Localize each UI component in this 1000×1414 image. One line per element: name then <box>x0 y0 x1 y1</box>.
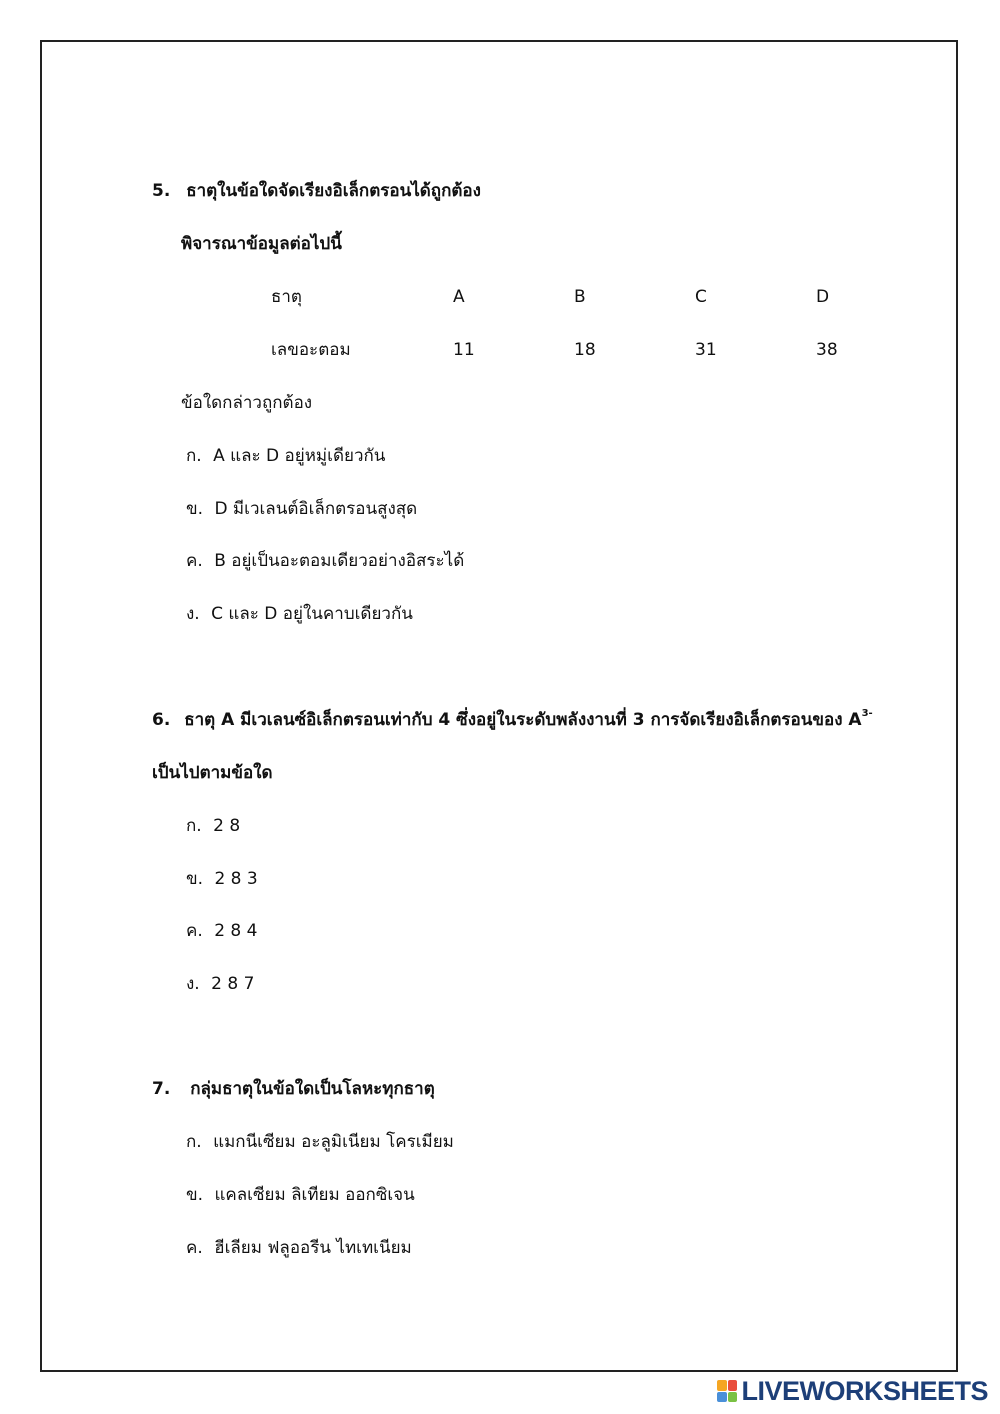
q7-option-2[interactable] <box>186 1184 415 1206</box>
q6-option-4-label: ง. <box>186 974 200 994</box>
q5-option-2[interactable] <box>186 498 417 520</box>
q5-question: ธาตุในข้อใดจัดเรียงอิเล็กตรอนได้ถูกต้อง <box>186 181 481 201</box>
q6-superscript: 3- <box>861 708 873 720</box>
brand-name: LIVEWORKSHEETS <box>741 1375 988 1406</box>
q7-option-2-text: แคลเซียม ลิเทียม ออกซิเจน <box>214 1185 415 1205</box>
q6-option-2[interactable] <box>186 868 258 890</box>
q7-question: กลุ่มธาตุในข้อใดเป็นโลหะทุกธาตุ <box>190 1079 435 1099</box>
q7-option-2-label: ข. <box>186 1185 204 1205</box>
logo-square-2 <box>728 1380 738 1391</box>
page-frame <box>40 40 958 1372</box>
q5-option-4-label: ง. <box>186 604 200 624</box>
q5-table-header-c: C <box>695 287 707 307</box>
q6-option-1-label: ก. <box>186 816 202 836</box>
q6-question-cont: เป็นไปตามข้อใด <box>152 763 273 783</box>
q5-heading <box>152 180 481 202</box>
q7-option-3-text: ฮีเลียม ฟลูออรีน ไทเทเนียม <box>214 1238 412 1258</box>
q5-table-atomic-label: เลขอะตอม <box>271 340 351 360</box>
q5-option-3-text: B อยู่เป็นอะตอมเดียวอย่างอิสระได้ <box>214 551 465 571</box>
q5-table-header-b: B <box>574 287 586 307</box>
q6-option-3-label: ค. <box>186 921 203 941</box>
q5-table-header-a: A <box>453 287 465 307</box>
q5-option-1[interactable] <box>186 445 385 467</box>
logo-square-4 <box>728 1392 738 1403</box>
q7-option-1-text: แมกนีเซียม อะลูมิเนียม โครเมียม <box>213 1132 454 1152</box>
q5-option-3-label: ค. <box>186 551 203 571</box>
q6-option-3-text: 2 8 4 <box>214 921 258 941</box>
q5-option-3[interactable] <box>186 550 464 572</box>
q7-option-1[interactable] <box>186 1131 454 1153</box>
logo-square-3 <box>717 1392 727 1403</box>
q5-table-atomic-c: 31 <box>695 340 717 360</box>
q6-option-3[interactable] <box>186 920 257 942</box>
q6-number: 6. <box>152 710 171 730</box>
q5-option-1-text: A และ D อยู่หมู่เดียวกัน <box>213 446 386 466</box>
q6-option-1[interactable] <box>186 815 240 837</box>
q7-option-3[interactable] <box>186 1237 412 1259</box>
q5-table-header-element: ธาตุ <box>271 287 302 307</box>
q6-option-2-text: 2 8 3 <box>214 869 258 889</box>
q7-heading <box>152 1078 435 1100</box>
q5-table-atomic-d: 38 <box>816 340 838 360</box>
q5-option-2-label: ข. <box>186 499 204 519</box>
q5-table-atomic-b: 18 <box>574 340 596 360</box>
q6-option-2-label: ข. <box>186 869 204 889</box>
q5-option-4[interactable] <box>186 603 413 625</box>
q6-option-4[interactable] <box>186 973 254 995</box>
logo-square-1 <box>717 1380 727 1391</box>
q5-number: 5. <box>152 181 171 201</box>
q5-table-atomic-a: 11 <box>453 340 475 360</box>
liveworksheets-logo-icon <box>717 1380 737 1402</box>
liveworksheets-brand[interactable] <box>717 1376 988 1406</box>
q5-option-2-text: D มีเวเลนต์อิเล็กตรอนสูงสุด <box>214 499 418 519</box>
q7-option-3-label: ค. <box>186 1238 203 1258</box>
q5-option-4-text: C และ D อยู่ในคาบเดียวกัน <box>211 604 413 624</box>
q6-heading <box>152 709 873 731</box>
q6-option-4-text: 2 8 7 <box>211 974 255 994</box>
q5-instruction: พิจารณาข้อมูลต่อไปนี้ <box>181 234 342 254</box>
q7-option-1-label: ก. <box>186 1132 202 1152</box>
q6-question: ธาตุ A มีเวเลนซ์อิเล็กตรอนเท่ากับ 4 ซึ่งอยู่ในระดับพลังงานที่ 3 การจัดเรียงอิเล็กตรอนของ A <box>184 710 862 730</box>
q7-number: 7. <box>152 1079 171 1099</box>
q5-table-header-d: D <box>816 287 830 307</box>
q5-prompt: ข้อใดกล่าวถูกต้อง <box>181 393 313 413</box>
q5-option-1-label: ก. <box>186 446 202 466</box>
q6-option-1-text: 2 8 <box>213 816 241 836</box>
